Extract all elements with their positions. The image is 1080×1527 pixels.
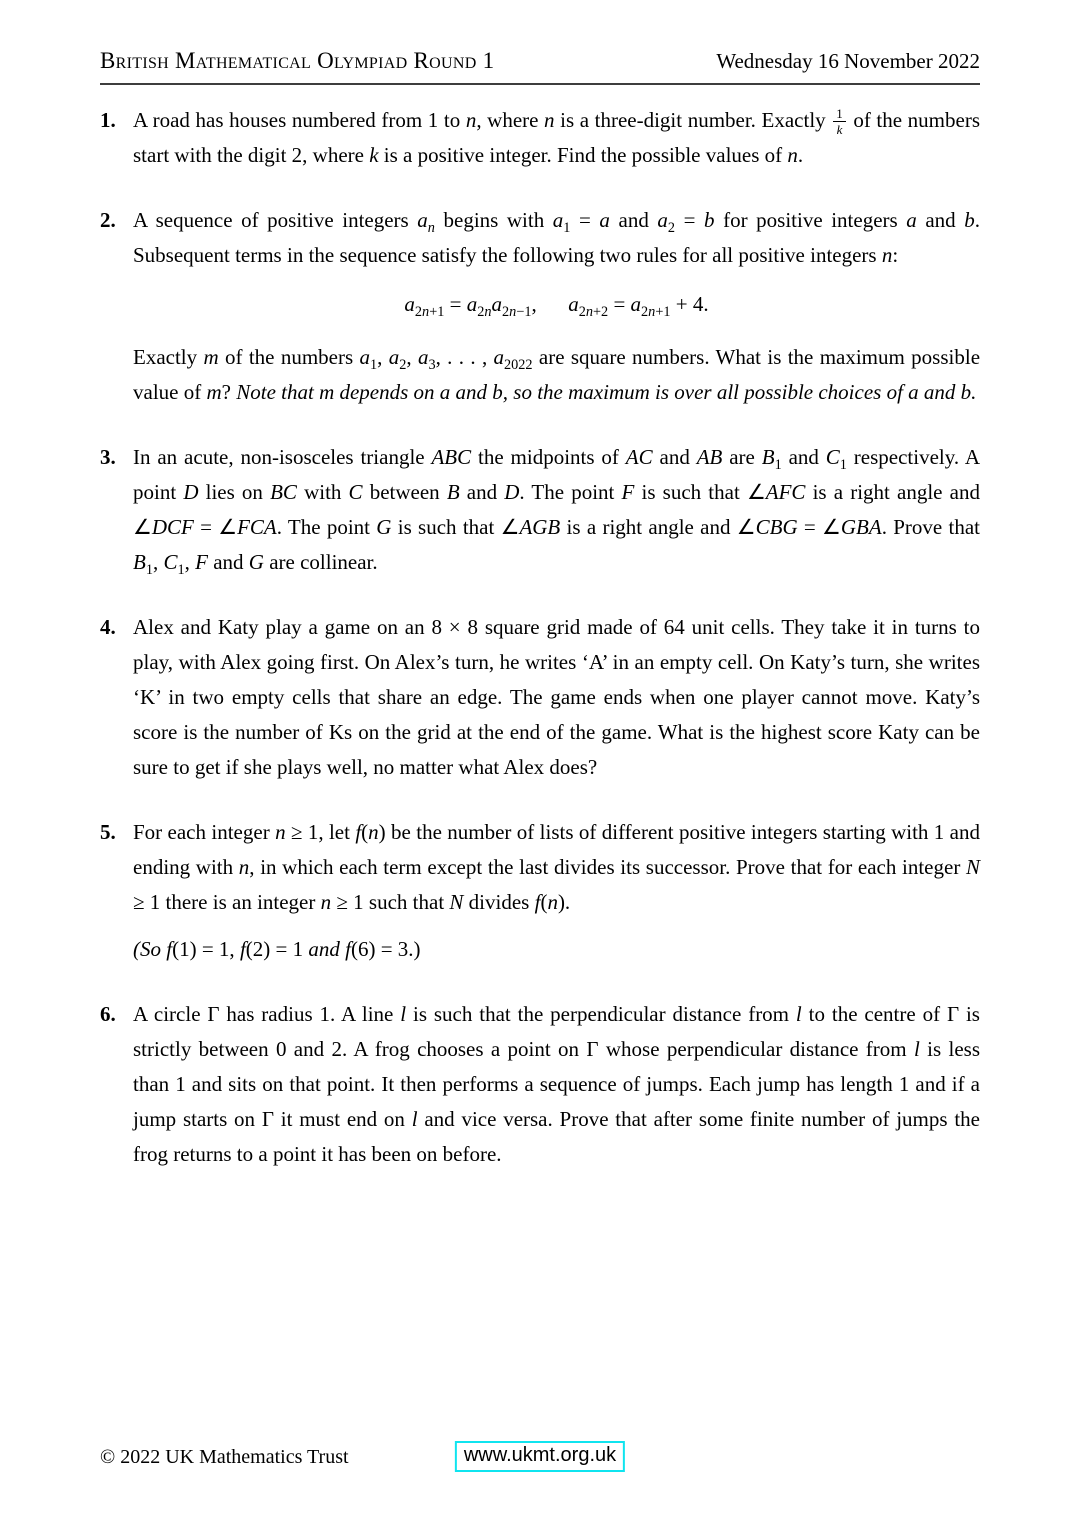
problem-number: 4.: [100, 615, 116, 639]
fraction: $\frac{1}{k}$: [833, 106, 846, 138]
problem-2: [100, 203, 980, 410]
problem-3: [100, 440, 980, 580]
problem-body: [133, 440, 980, 580]
problem-number: 5.: [100, 820, 116, 844]
problem-number: 2.: [100, 208, 116, 232]
problem-5: [100, 815, 980, 967]
paragraph: In an acute, non-isosceles triangle ABC the midpoints of AC and AB are $B_1$ and $C_1$ respectively. A point D lies on BC with C between B and D. The point F is such that ∠AFC is a right angle and ∠DCF = ∠FCA. The point G is such that ∠AGB is a right angle and ∠CBG = ∠GBA. Prove that $B_1$, $C_1$, F and G are collinear.: [133, 445, 981, 579]
problem-6: [100, 997, 980, 1172]
paragraph: Exactly m of the numbers $a_1$, $a_2$, $a_3$, . . . , $a_{2022}$ are square numbers. What is the maximum possible value of m? Note that m depends on a and b, so the maximum is over all possible choices of a and b.: [133, 345, 981, 404]
problem-list: [100, 103, 980, 1202]
paragraph: A road has houses numbered from 1 to n, where n is a three-digit number. Exactly $\frac{1}{k}$ of the numbers start with the digit 2, where k is a positive integer. Find the possible values of n.: [133, 105, 980, 167]
problem-number: 6.: [100, 1002, 116, 1026]
problem-body: [133, 203, 980, 410]
paragraph: Alex and Katy play a game on an 8 × 8 square grid made of 64 unit cells. They take it in turns to play, with Alex going first. On Alex’s turn, he writes ‘A’ in an empty cell. On Katy’s turn, she writes ‘K’ in two empty cells that share an edge. The game ends when one player cannot move. Katy’s score is the number of Ks on the grid at the end of the game. What is the highest score Katy can be sure to get if she plays well, no matter what Alex does?: [133, 615, 980, 779]
problem-body: [133, 815, 980, 967]
equation: $a_{2n+1} = a_{2n}a_{2n-1}$, $a_{2n+2} = a_{2n+1} + 4$.: [404, 292, 709, 321]
problem-body: [133, 103, 980, 173]
footer: [100, 1441, 980, 1475]
header-date: Wednesday 16 November 2022: [716, 49, 980, 73]
footer-link[interactable]: www.ukmt.org.uk: [455, 1441, 625, 1472]
paragraph: (So f(1) = 1, f(2) = 1 and f(6) = 3.): [133, 937, 421, 961]
paragraph: A sequence of positive integers $a_n$ begins with $a_1 = a$ and $a_2 = b$ for positive integers a and b. Subsequent terms in the sequence satisfy the following two rules for all positive integers n:: [133, 208, 980, 267]
problem-1: [100, 103, 980, 173]
paragraph: For each integer n ≥ 1, let f(n) be the number of lists of different positive integers starting with 1 and ending with n, in which each term except the last divides its successor. Prove that for each integer N ≥ 1 there is an integer n ≥ 1 such that N divides f(n).: [133, 820, 980, 914]
paragraph: A circle Γ has radius 1. A line l is such that the perpendicular distance from l to the centre of Γ is strictly between 0 and 2. A frog chooses a point on Γ whose perpendicular distance from l is less than 1 and sits on that point. It then performs a sequence of jumps. Each jump has length 1 and if a jump starts on Γ it must end on l and vice versa. Prove that after some finite number of jumps the frog returns to a point it has been on before.: [133, 1002, 981, 1166]
header-rule: [100, 83, 980, 85]
problem-number: 1.: [100, 108, 116, 132]
problem-4: [100, 610, 980, 785]
header: [100, 48, 980, 74]
page-title: British Mathematical Olympiad Round 1: [100, 48, 495, 73]
problem-body: [133, 997, 980, 1172]
problem-body: [133, 610, 980, 785]
problem-number: 3.: [100, 445, 116, 469]
footer-copyright: © 2022 UK Mathematics Trust: [100, 1446, 349, 1468]
